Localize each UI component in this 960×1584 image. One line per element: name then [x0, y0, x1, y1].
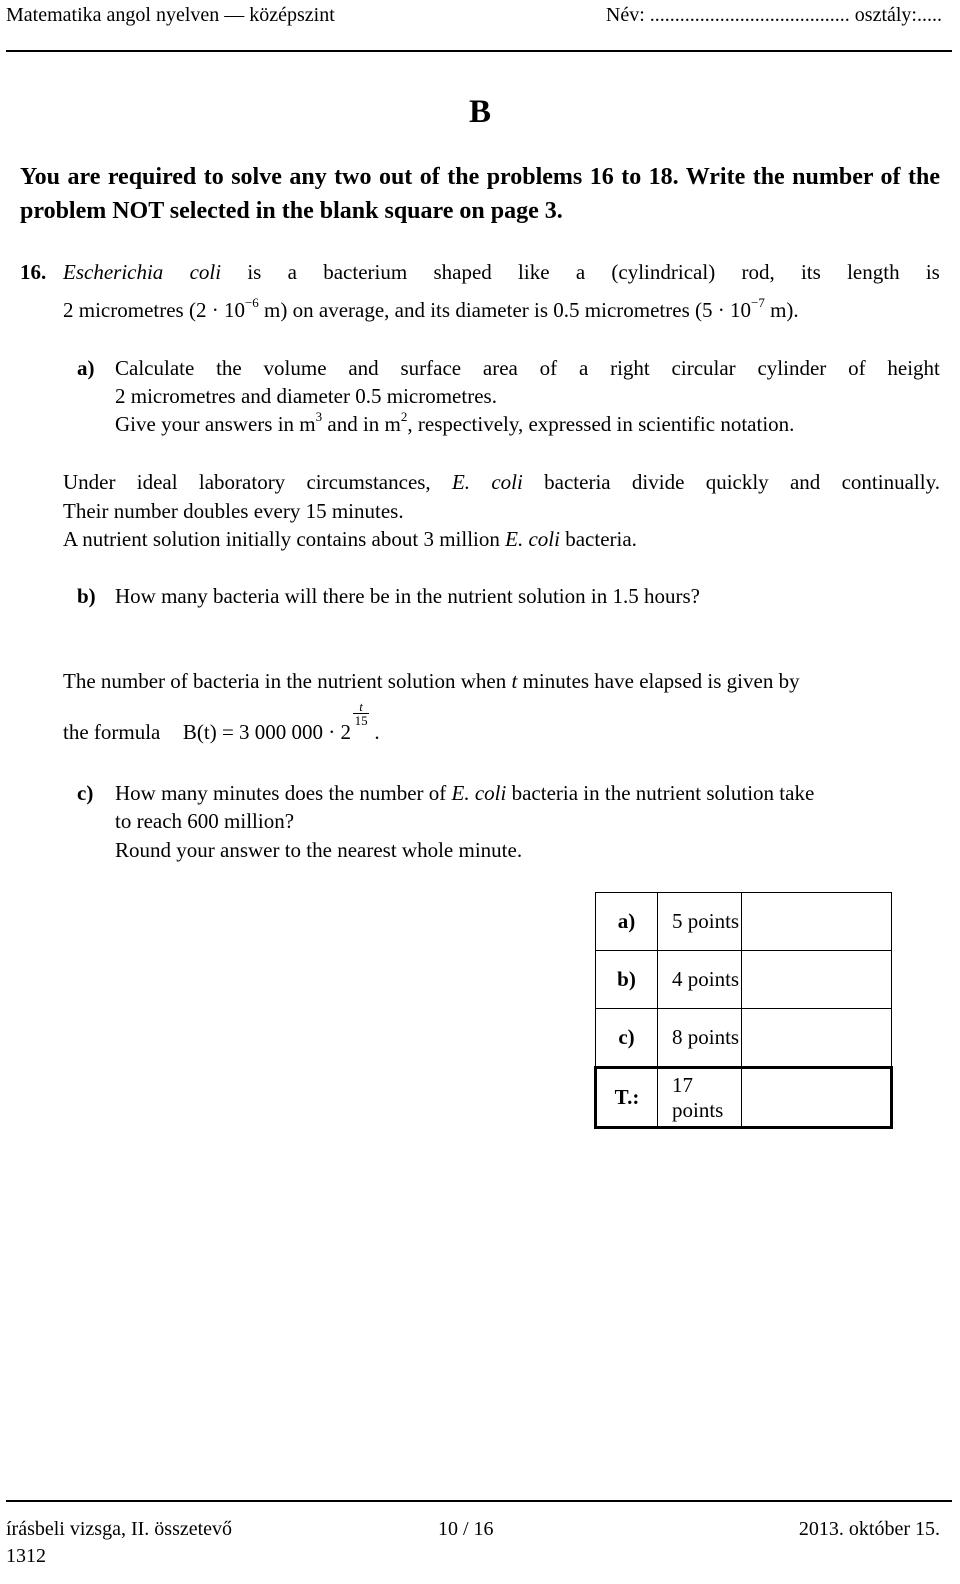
word: of — [848, 356, 866, 380]
para2-line-3: A nutrient solution initially contains about 3 million E. coli bacteria. — [63, 527, 637, 551]
section-letter: B — [468, 94, 491, 130]
para2-line-2: Their number doubles every 15 minutes. — [63, 499, 404, 523]
part-a-line-1 — [115, 354, 940, 383]
word: a — [287, 260, 297, 284]
word: height — [887, 356, 940, 380]
score-entry-box[interactable] — [742, 893, 892, 951]
footer-date: 2013. október 15. — [798, 1518, 940, 1540]
word: circular — [671, 356, 736, 380]
word: right — [610, 356, 650, 380]
word: coli — [189, 260, 222, 284]
problem-line-1 — [63, 258, 940, 287]
score-label: b) — [596, 951, 658, 1009]
word: Calculate — [115, 356, 195, 380]
exponent-fraction: t 15 — [354, 699, 368, 728]
instructions: You are required to solve any two out of the problems 16 to 18. Write the number of the problem NOT selected in the blank square on page 3. — [20, 164, 940, 224]
word: cylinder — [757, 356, 827, 380]
word: is — [925, 260, 940, 284]
score-total-points: 17 points — [658, 1068, 742, 1128]
part-a-line-2: 2 micrometres and diameter 0.5 micrometres. — [115, 384, 497, 408]
footer-page-number: 10 / 16 — [438, 1518, 494, 1540]
part-c-line-3: Round your answer to the nearest whole minute. — [115, 838, 523, 862]
word: area — [482, 356, 518, 380]
word: like — [518, 260, 550, 284]
part-b-label: b) — [77, 584, 96, 608]
word: and — [348, 356, 379, 380]
problem-line-2: 2 micrometres ($2 \cdot 10^{-6}$ m) on average, and its diameter is 0.5 micrometres ($5 \cdot 10^{-7}$ m). — [63, 295, 799, 322]
score-points: 4 points — [658, 951, 742, 1009]
score-points: 5 points — [658, 893, 742, 951]
score-total-label: T.: — [596, 1068, 658, 1128]
footer-exam-part: írásbeli vizsga, II. összetevő — [6, 1518, 233, 1540]
footer-rule — [6, 1500, 952, 1502]
score-entry-box[interactable] — [742, 951, 892, 1009]
word: (cylindrical) — [611, 260, 716, 284]
word: bacterium — [323, 260, 408, 284]
para3-formula-line: the formula B(t) = 3 000 000 · 2 t 15 . — [63, 718, 380, 747]
score-entry-box[interactable] — [742, 1009, 892, 1068]
word: rod, — [741, 260, 775, 284]
word: surface — [400, 356, 462, 380]
score-row — [596, 1009, 892, 1068]
header-name-class-field: Név: ........................................ osztály:..... — [605, 4, 942, 26]
para2-line-1: Under ideal laboratory circumstances, E. coli bacteria divide quickly and continually. — [63, 470, 940, 494]
header-title: Matematika angol nyelven — középszint — [6, 4, 335, 26]
word: its — [800, 260, 821, 284]
word: Escherichia — [63, 260, 164, 284]
score-row — [596, 893, 892, 951]
para3-line-1: The number of bacteria in the nutrient solution when t minutes have elapsed is given by — [63, 669, 800, 693]
score-label: a) — [596, 893, 658, 951]
score-total-row — [596, 1068, 892, 1128]
word: of — [539, 356, 558, 380]
part-a-label: a) — [77, 356, 95, 380]
word: shaped — [433, 260, 492, 284]
word: is — [247, 260, 262, 284]
score-total-box[interactable] — [742, 1068, 892, 1128]
score-table — [594, 892, 893, 1129]
problem-number: 16. — [20, 260, 47, 284]
word: a — [575, 260, 586, 284]
part-c-label: c) — [77, 781, 94, 805]
footer-code: 1312 — [6, 1545, 46, 1567]
score-points: 8 points — [658, 1009, 742, 1068]
part-c-line-2: to reach 600 million? — [115, 809, 295, 833]
header-rule — [6, 50, 952, 52]
part-b-question: How many bacteria will there be in the nutrient solution in 1.5 hours? — [115, 584, 700, 608]
word: a — [578, 356, 589, 380]
word: length — [847, 260, 900, 284]
formula: B(t) = 3 000 000 · 2 t 15 — [182, 699, 368, 744]
word: volume — [263, 356, 327, 380]
score-row — [596, 951, 892, 1009]
part-c-line-1: How many minutes does the number of E. coli bacteria in the nutrient solution take — [115, 781, 815, 805]
score-label: c) — [596, 1009, 658, 1068]
part-a-line-3: Give your answers in $m^3$ and in $m^2$, respectively, expressed in scientific notation. — [115, 409, 795, 436]
word: the — [216, 356, 242, 380]
